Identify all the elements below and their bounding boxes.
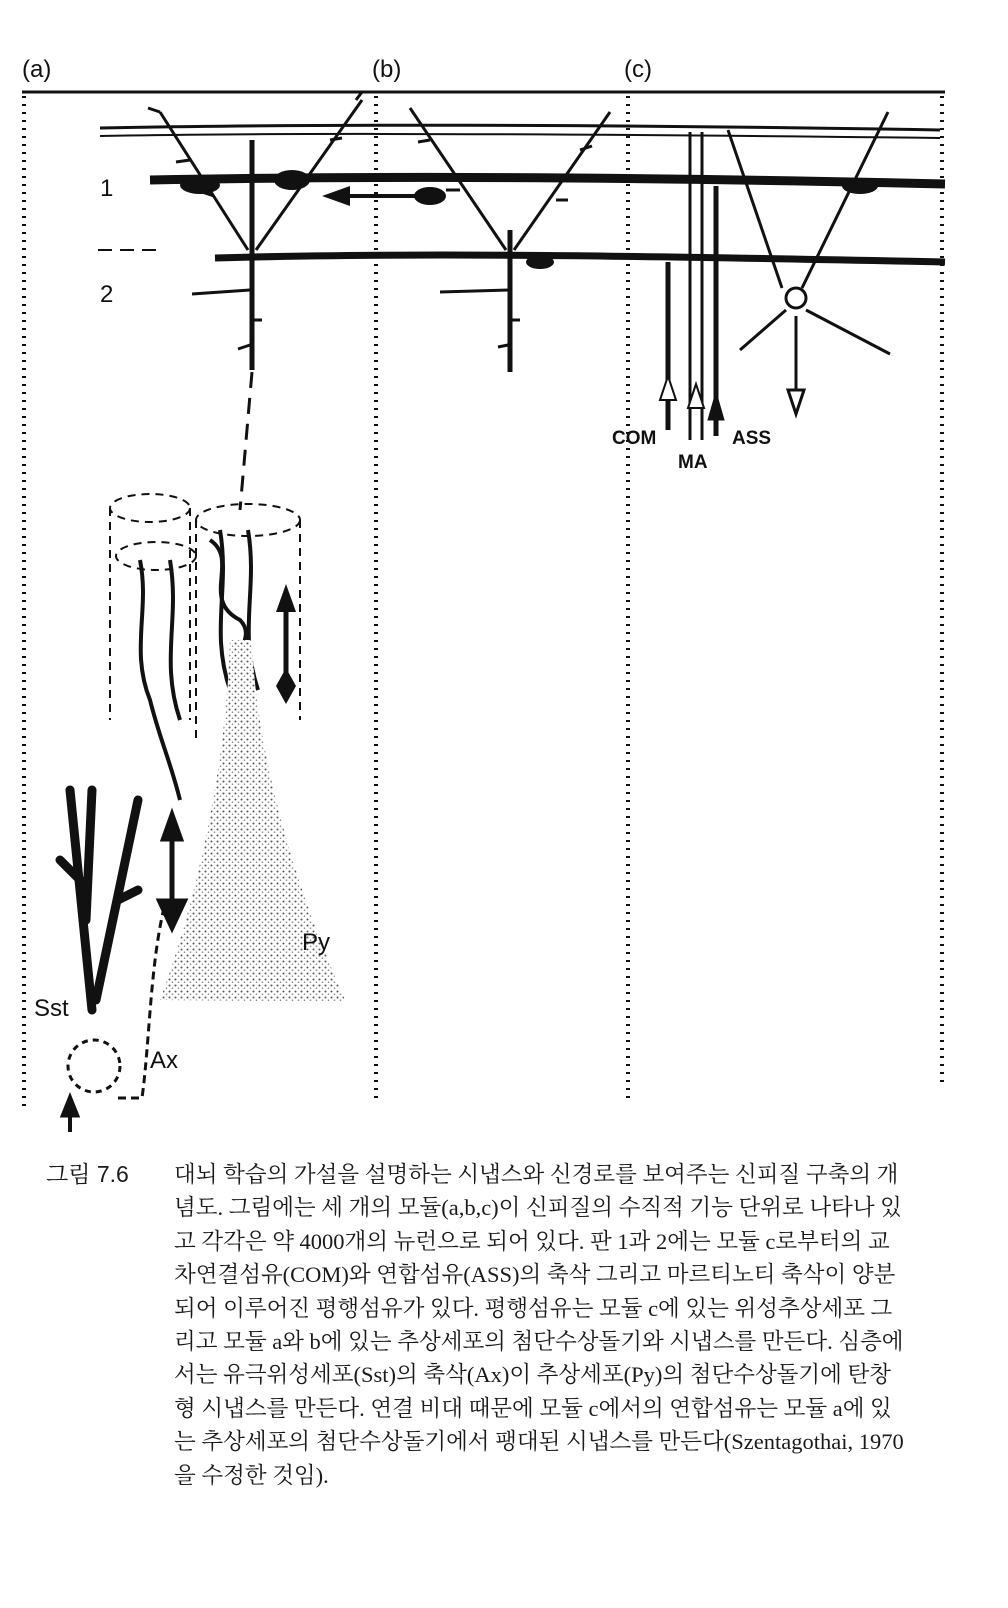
label-com: COM [612, 428, 657, 449]
layer-label-2: 2 [100, 281, 114, 308]
panel-label-b: (b) [372, 56, 402, 83]
fiber-top-1 [100, 125, 940, 130]
apical-dendrite-dashed-a [240, 372, 252, 510]
spiny-stellate-cell [60, 790, 138, 1010]
label-py: Py [302, 929, 331, 956]
fiber-direction-arrow [322, 186, 432, 206]
panel-label-a: (a) [22, 56, 52, 83]
label-sst: Sst [34, 995, 69, 1022]
parallel-fibers [100, 125, 945, 262]
fiber-layer2 [215, 255, 945, 262]
dendrite-tree-b [410, 108, 610, 372]
fiber-top-2 [100, 134, 940, 138]
layer-label-1: 1 [100, 175, 114, 202]
panel-label-c: (c) [624, 56, 652, 83]
caption-text: 대뇌 학습의 가설을 설명하는 시냅스와 신경로를 보여주는 신피질 구축의 개념도. 그림에는 세 개의 모듈(a,b,c)이 신피질의 수직적 기능 단위로 나타나 있고 각각은 약 4000개의 뉴런으로 되어 있다. 판 1과 2에는 모듈 c로부터의 교차연결섬유(COM)와 연합섬유(ASS)의 축삭 그리고 마르티노티 축삭이 양분되어 이루어진 평행섬유가 있다. 평행섬유는 모듈 c에 있는 위성추상세포 그리고 모듈 a와 b에 있는 추상세포의 첨단수상돌기와 시냅스를 만든다. 심층에서는 유극위성세포(Sst)의 축삭(Ax)이 추상세포(Py)의 첨단수상돌기에 탄창형 시냅스를 만든다. 연결 비대 때문에 모듈 c에서의 연합섬유는 모듈 a에 있는 추상세포의 첨단수상돌기에서 팽대된 시냅스를 만든다(Szentagothai, 1970을 수정한 것임). [174, 1162, 904, 1488]
ascending-arrow-right [276, 584, 296, 704]
figure-caption [46, 1158, 946, 1492]
label-ax: Ax [150, 1047, 179, 1074]
label-ass: ASS [732, 428, 772, 449]
fiber-layer1 [150, 177, 945, 184]
caption-number: 그림 7.6 [46, 1161, 129, 1187]
cartridge-cylinders [110, 494, 300, 740]
label-ma: MA [678, 452, 708, 473]
module-boundaries [24, 96, 942, 1112]
